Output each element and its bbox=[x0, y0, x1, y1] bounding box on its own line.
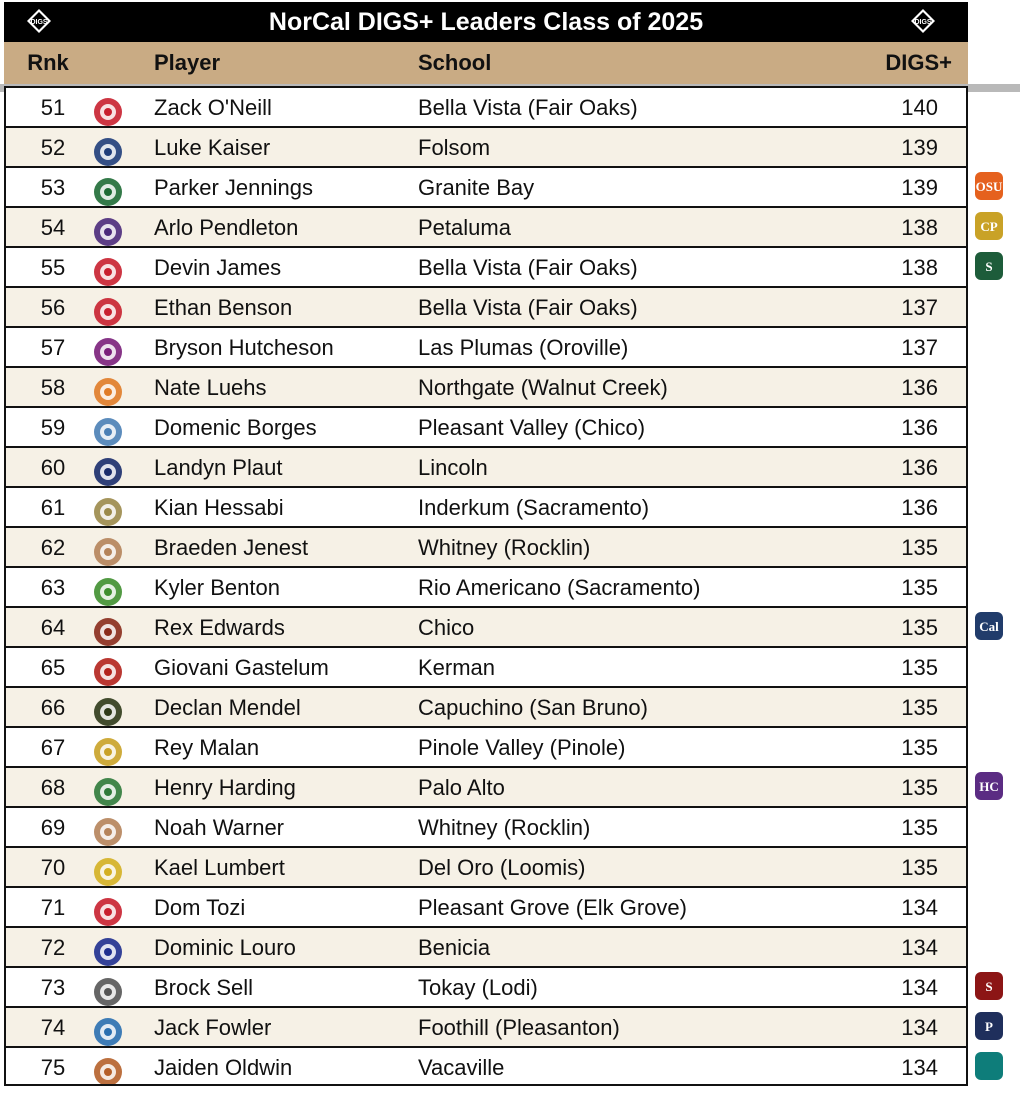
table-row bbox=[4, 206, 968, 246]
school-cell: Vacaville bbox=[418, 1055, 505, 1080]
table-row bbox=[4, 366, 968, 406]
rank-cell: 53 bbox=[40, 175, 66, 200]
rank-cell: 56 bbox=[40, 295, 66, 320]
rank-cell: 60 bbox=[40, 455, 66, 480]
digs-cell: 137 bbox=[901, 335, 938, 360]
player-cell: Bryson Hutcheson bbox=[154, 335, 334, 360]
school-cell: Northgate (Walnut Creek) bbox=[418, 375, 668, 400]
viking-blue-icon bbox=[90, 415, 126, 449]
svg-text:OSU: OSU bbox=[975, 179, 1003, 194]
player-cell: Noah Warner bbox=[154, 815, 285, 840]
lion-red-icon bbox=[90, 655, 126, 689]
pepperdine-icon bbox=[972, 1009, 1006, 1043]
digs-cell: 136 bbox=[901, 495, 938, 520]
school-cell: Pleasant Valley (Chico) bbox=[418, 415, 646, 440]
player-cell: Landyn Plaut bbox=[154, 455, 283, 480]
sacramento-state-icon bbox=[972, 249, 1006, 283]
school-cell: Benicia bbox=[418, 935, 491, 960]
svg-text:P: P bbox=[985, 1019, 993, 1034]
school-cell: Inderkum (Sacramento) bbox=[418, 495, 650, 520]
svg-text:S: S bbox=[985, 979, 993, 994]
wildcat-w-icon bbox=[90, 815, 126, 849]
rank-cell: 64 bbox=[40, 615, 66, 640]
table-row bbox=[4, 406, 968, 446]
player-cell: Brock Sell bbox=[154, 975, 254, 1000]
player-cell: Parker Jennings bbox=[154, 175, 313, 200]
spartan-gold-icon bbox=[90, 735, 126, 769]
player-cell: Kian Hessabi bbox=[154, 495, 284, 520]
digs-cell: 135 bbox=[901, 615, 938, 640]
rank-cell: 65 bbox=[40, 655, 66, 680]
school-cell: Bella Vista (Fair Oaks) bbox=[418, 95, 638, 120]
player-cell: Braeden Jenest bbox=[154, 535, 309, 560]
rank-cell: 57 bbox=[40, 335, 66, 360]
player-cell: Dom Tozi bbox=[154, 895, 246, 920]
school-cell: Whitney (Rocklin) bbox=[418, 815, 591, 840]
digs-cell: 136 bbox=[901, 375, 938, 400]
table-row bbox=[4, 326, 968, 366]
rank-cell: 68 bbox=[40, 775, 66, 800]
digs-cell: 135 bbox=[901, 695, 938, 720]
rank-cell: 51 bbox=[40, 95, 66, 120]
panther-c-icon bbox=[90, 615, 126, 649]
page-title: NorCal DIGS+ Leaders Class of 2025 bbox=[268, 7, 704, 36]
school-cell: Whitney (Rocklin) bbox=[418, 535, 591, 560]
eagle-pg-icon bbox=[90, 895, 126, 929]
rank-cell: 66 bbox=[40, 695, 66, 720]
table-row bbox=[4, 646, 968, 686]
svg-text:S: S bbox=[985, 259, 993, 274]
digs-cell: 139 bbox=[901, 135, 938, 160]
rank-cell: 54 bbox=[40, 215, 66, 240]
bronco-red-icon bbox=[90, 95, 126, 129]
table-row bbox=[4, 966, 968, 1006]
cal-icon bbox=[972, 609, 1006, 643]
player-cell: Kael Lumbert bbox=[154, 855, 285, 880]
rank-cell: 71 bbox=[40, 895, 66, 920]
tiger-white-icon bbox=[90, 975, 126, 1009]
header-player: Player bbox=[154, 50, 221, 75]
table-row bbox=[4, 926, 968, 966]
svg-text:DIGS: DIGS bbox=[914, 19, 932, 26]
thunderbird-icon bbox=[90, 335, 126, 369]
table-row bbox=[4, 806, 968, 846]
svg-text:DIGS: DIGS bbox=[30, 19, 48, 26]
school-cell: Pinole Valley (Pinole) bbox=[418, 735, 626, 760]
falcon-blue-icon bbox=[90, 1015, 126, 1049]
bronco-orange-icon bbox=[90, 375, 126, 409]
digs-logo-icon bbox=[26, 8, 52, 34]
digs-cell: 138 bbox=[901, 255, 938, 280]
trojan-purple-icon bbox=[90, 215, 126, 249]
digs-cell: 134 bbox=[901, 935, 938, 960]
school-cell: Folsom bbox=[418, 135, 491, 160]
rank-cell: 73 bbox=[40, 975, 66, 1000]
table-row bbox=[4, 446, 968, 486]
mustangs-icon bbox=[90, 695, 126, 729]
title-bar bbox=[4, 2, 968, 42]
table-row bbox=[4, 126, 968, 166]
table-header bbox=[4, 42, 968, 84]
table-row bbox=[4, 846, 968, 886]
digs-cell: 135 bbox=[901, 535, 938, 560]
table-row bbox=[4, 766, 968, 806]
bronco-red-icon bbox=[90, 295, 126, 329]
player-cell: Devin James bbox=[154, 255, 282, 280]
bulldog-blue-icon bbox=[90, 135, 126, 169]
del-oro-do-icon bbox=[90, 855, 126, 889]
header-rank: Rnk bbox=[27, 50, 69, 75]
rank-cell: 74 bbox=[40, 1015, 66, 1040]
table-row bbox=[4, 606, 968, 646]
bronco-red-icon bbox=[90, 255, 126, 289]
player-cell: Rey Malan bbox=[154, 735, 260, 760]
holy-cross-icon bbox=[972, 769, 1006, 803]
table-row bbox=[4, 726, 968, 766]
rank-cell: 69 bbox=[40, 815, 66, 840]
rank-cell: 72 bbox=[40, 935, 66, 960]
school-cell: Capuchino (San Bruno) bbox=[418, 695, 648, 720]
stanford-icon bbox=[972, 969, 1006, 1003]
digs-cell: 134 bbox=[901, 1055, 938, 1080]
svg-text:Cal: Cal bbox=[979, 619, 999, 634]
player-cell: Arlo Pendleton bbox=[154, 215, 299, 240]
digs-cell: 135 bbox=[901, 815, 938, 840]
grizzly-green-icon bbox=[90, 175, 126, 209]
school-cell: Granite Bay bbox=[418, 175, 535, 200]
table-row bbox=[4, 566, 968, 606]
digs-cell: 135 bbox=[901, 855, 938, 880]
school-cell: Rio Americano (Sacramento) bbox=[418, 575, 701, 600]
player-cell: Rex Edwards bbox=[154, 615, 285, 640]
table-row bbox=[4, 886, 968, 926]
rank-cell: 62 bbox=[40, 535, 66, 560]
digs-cell: 137 bbox=[901, 295, 938, 320]
table-row bbox=[4, 86, 968, 126]
school-cell: Tokay (Lodi) bbox=[418, 975, 538, 1000]
svg-text:HC: HC bbox=[979, 779, 999, 794]
digs-cell: 135 bbox=[901, 775, 938, 800]
table-row bbox=[4, 286, 968, 326]
table-row bbox=[4, 1006, 968, 1046]
table-row bbox=[4, 246, 968, 286]
panther-blue-icon bbox=[90, 935, 126, 969]
rank-cell: 75 bbox=[40, 1055, 66, 1080]
rank-cell: 61 bbox=[40, 495, 66, 520]
table-row bbox=[4, 1046, 968, 1086]
school-cell: Lincoln bbox=[418, 455, 488, 480]
player-cell: Dominic Louro bbox=[154, 935, 296, 960]
digs-logo-icon bbox=[910, 8, 936, 34]
cal-poly-icon bbox=[972, 209, 1006, 243]
wildcat-w-icon bbox=[90, 535, 126, 569]
fighting-zebra-icon bbox=[90, 455, 126, 489]
digs-cell: 138 bbox=[901, 215, 938, 240]
rank-cell: 59 bbox=[40, 415, 66, 440]
player-cell: Luke Kaiser bbox=[154, 135, 271, 160]
player-cell: Ethan Benson bbox=[154, 295, 293, 320]
coastal-carolina-icon bbox=[972, 1049, 1006, 1083]
digs-cell: 135 bbox=[901, 735, 938, 760]
oklahoma-state-icon bbox=[972, 169, 1006, 203]
digs-cell: 134 bbox=[901, 895, 938, 920]
player-cell: Giovani Gastelum bbox=[154, 655, 329, 680]
digs-cell: 134 bbox=[901, 1015, 938, 1040]
school-cell: Petaluma bbox=[418, 215, 511, 240]
school-cell: Chico bbox=[418, 615, 475, 640]
school-cell: Kerman bbox=[418, 655, 496, 680]
school-cell: Bella Vista (Fair Oaks) bbox=[418, 295, 638, 320]
table-row bbox=[4, 166, 968, 206]
raider-green-icon bbox=[90, 575, 126, 609]
header-digs: DIGS+ bbox=[885, 50, 952, 75]
player-cell: Jack Fowler bbox=[154, 1015, 272, 1040]
school-cell: Foothill (Pleasanton) bbox=[418, 1015, 620, 1040]
rank-cell: 70 bbox=[40, 855, 66, 880]
digs-cell: 140 bbox=[901, 95, 938, 120]
player-cell: Nate Luehs bbox=[154, 375, 267, 400]
rank-cell: 58 bbox=[40, 375, 66, 400]
digs-cell: 135 bbox=[901, 575, 938, 600]
school-cell: Bella Vista (Fair Oaks) bbox=[418, 255, 638, 280]
player-cell: Jaiden Oldwin bbox=[154, 1055, 293, 1080]
table-row bbox=[4, 486, 968, 526]
digs-cell: 139 bbox=[901, 175, 938, 200]
vikings-green-icon bbox=[90, 775, 126, 809]
digs-cell: 135 bbox=[901, 655, 938, 680]
player-cell: Henry Harding bbox=[154, 775, 296, 800]
player-cell: Domenic Borges bbox=[154, 415, 317, 440]
school-cell: Palo Alto bbox=[418, 775, 505, 800]
table-row bbox=[4, 686, 968, 726]
svg-text:CP: CP bbox=[980, 219, 998, 234]
table-row bbox=[4, 526, 968, 566]
player-cell: Zack O'Neill bbox=[154, 95, 272, 120]
header-school: School bbox=[418, 50, 492, 75]
rank-cell: 63 bbox=[40, 575, 66, 600]
rank-cell: 67 bbox=[40, 735, 66, 760]
bulldog-brown-icon bbox=[90, 1055, 126, 1089]
player-cell: Kyler Benton bbox=[154, 575, 280, 600]
school-cell: Pleasant Grove (Elk Grove) bbox=[418, 895, 687, 920]
school-cell: Del Oro (Loomis) bbox=[418, 855, 586, 880]
digs-cell: 136 bbox=[901, 415, 938, 440]
rank-cell: 52 bbox=[40, 135, 66, 160]
player-cell: Declan Mendel bbox=[154, 695, 301, 720]
digs-cell: 134 bbox=[901, 975, 938, 1000]
tiger-gold-icon bbox=[90, 495, 126, 529]
digs-cell: 136 bbox=[901, 455, 938, 480]
rank-cell: 55 bbox=[40, 255, 66, 280]
school-cell: Las Plumas (Oroville) bbox=[418, 335, 629, 360]
